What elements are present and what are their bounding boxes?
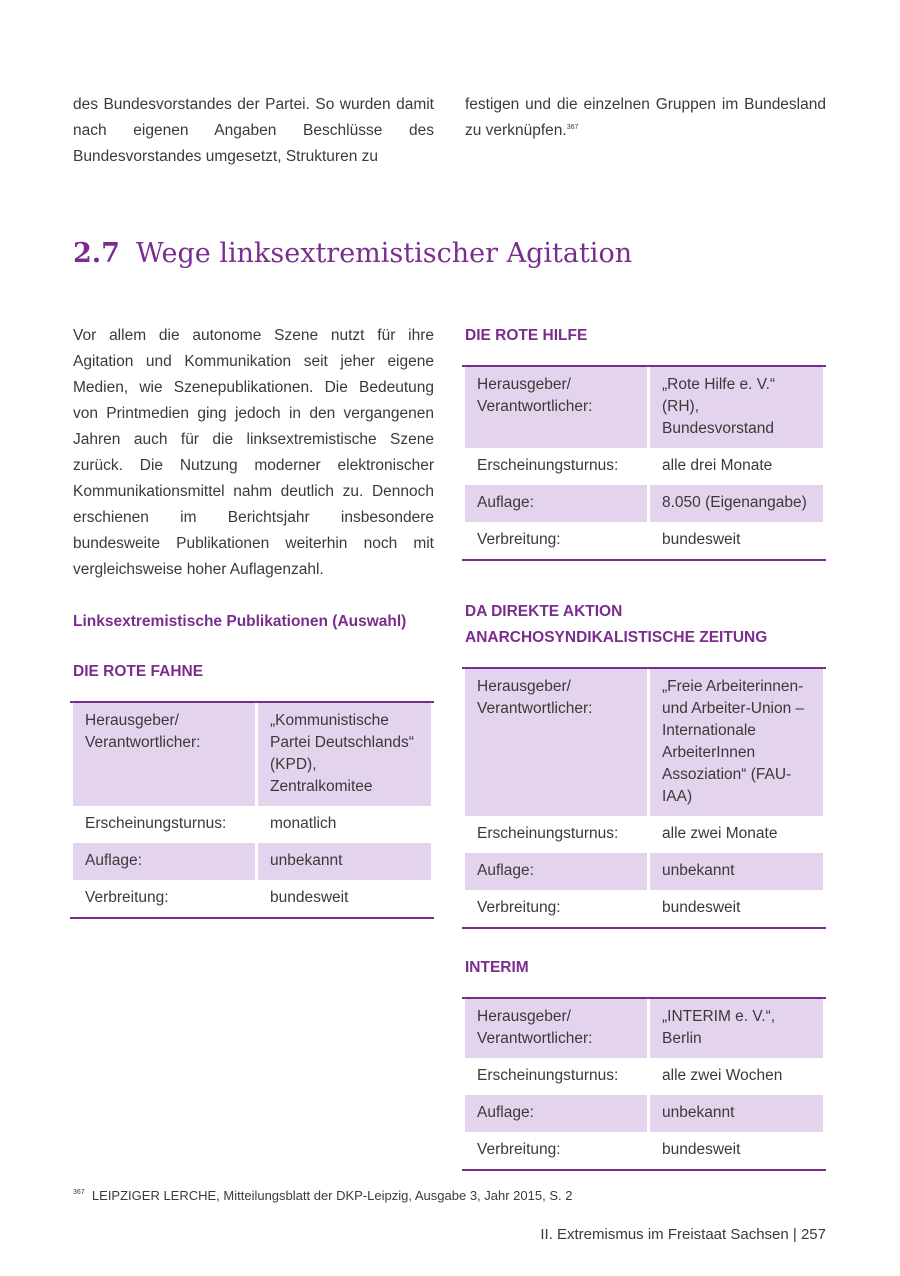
footnote-ref[interactable]: 367 xyxy=(566,124,579,131)
publication-title: DIE ROTE HILFE xyxy=(465,327,588,344)
body-paragraph: des Bundesvorstandes der Partei. So wurden damit nach eigenen Angaben Beschlüsse des Bundesvorstandes umgesetzt, Strukturen zu xyxy=(73,96,434,165)
publication-block xyxy=(465,323,826,561)
cell-value: monatlich xyxy=(270,815,337,832)
table-row xyxy=(465,448,823,485)
cell-value: bundesweit xyxy=(270,889,349,906)
left-column xyxy=(73,323,434,919)
section-title: Wege linksextremistischer Agitation xyxy=(135,238,633,269)
page-footer: II. Extremismus im Freistaat Sachsen | 257 xyxy=(540,1226,826,1243)
publication-title: DIE ROTE FAHNE xyxy=(73,663,204,680)
table-row xyxy=(73,703,431,806)
table-row xyxy=(465,1132,823,1169)
cell-label: Herausgeber/ Verantwortlicher: xyxy=(465,669,647,816)
list-heading: Linksextremistische Publikationen (Auswahl) xyxy=(73,613,407,630)
publication-block xyxy=(465,955,826,1171)
cell-label: Herausgeber/ Verantwortlicher: xyxy=(465,367,647,448)
cell-label: Erscheinungsturnus: xyxy=(85,815,227,832)
cell-value: alle zwei Wochen xyxy=(662,1067,783,1084)
cell-value: unbekannt xyxy=(650,1095,823,1132)
table-row xyxy=(465,999,823,1058)
intro-paragraph: Vor allem die autonome Szene nutzt für ihre Agitation und Kommunikation seit jeher eigene Medien, wie Szenepublikationen. Die Bedeutung von Printmedien ging jedoch in den vergangenen Jahren auch für die linksextremistische Szene zurück. Die Nutzung moderner elektronischer Kommunikationsmittel nahm deutlich zu. Dennoch erschienen im Berichtsjahr insbesondere bundesweite Publikationen weiterhin noch mit vergleichsweise hoher Auflagenzahl. xyxy=(73,327,434,578)
table-row xyxy=(465,1058,823,1095)
cell-value: bundesweit xyxy=(662,531,741,548)
table-row xyxy=(73,806,431,843)
cell-label: Erscheinungsturnus: xyxy=(477,457,619,474)
right-column xyxy=(465,323,826,1171)
body-text: festigen und die einzelnen Gruppen im Bundesland zu verknüpfen. xyxy=(465,96,826,139)
footnote-text: LEIPZIGER LERCHE, Mitteilungsblatt der DKP-Leipzig, Ausgabe 3, Jahr 2015, S. 2 xyxy=(91,1188,573,1203)
table-row xyxy=(73,843,431,880)
cell-label: Auflage: xyxy=(465,853,647,890)
section-heading xyxy=(73,236,632,272)
publication-title: INTERIM xyxy=(465,959,529,976)
top-left-column xyxy=(73,92,434,170)
cell-label: Verbreitung: xyxy=(477,899,561,916)
table-row xyxy=(465,1095,823,1132)
publication-info-table xyxy=(462,997,826,1171)
top-right-column xyxy=(465,92,826,144)
publication-block xyxy=(73,659,434,919)
table-row xyxy=(465,853,823,890)
cell-label: Auflage: xyxy=(465,1095,647,1132)
table-row xyxy=(465,485,823,522)
page-number: 257 xyxy=(800,1226,826,1243)
cell-value: „Freie Arbeiterinnen- und Arbeiter-Union – Internationale ArbeiterInnen Assoziation“ (FAU-IAA) xyxy=(650,669,823,816)
cell-value: alle drei Monate xyxy=(662,457,773,474)
footer-text: II. Extremismus im Freistaat Sachsen xyxy=(540,1226,789,1243)
footnote xyxy=(73,1187,833,1205)
cell-value: alle zwei Monate xyxy=(662,825,778,842)
table-row xyxy=(465,816,823,853)
cell-label: Verbreitung: xyxy=(477,1141,561,1158)
cell-value: unbekannt xyxy=(650,853,823,890)
cell-value: bundesweit xyxy=(662,899,741,916)
table-row xyxy=(465,669,823,816)
publication-info-table xyxy=(462,365,826,561)
cell-value: unbekannt xyxy=(258,843,431,880)
cell-value: „Rote Hilfe e. V.“ (RH), Bundesvorstand xyxy=(650,367,823,448)
cell-value: „Kommunistische Partei Deutschlands“ (KPD), Zentralkomitee xyxy=(258,703,431,806)
cell-value: 8.050 (Eigenangabe) xyxy=(650,485,823,522)
cell-label: Erscheinungsturnus: xyxy=(477,1067,619,1084)
cell-label: Auflage: xyxy=(73,843,255,880)
cell-label: Erscheinungsturnus: xyxy=(477,825,619,842)
cell-label: Verbreitung: xyxy=(477,531,561,548)
table-row xyxy=(465,522,823,559)
cell-label: Herausgeber/ Verantwortlicher: xyxy=(465,999,647,1058)
cell-value: „INTERIM e. V.“, Berlin xyxy=(650,999,823,1058)
body-paragraph xyxy=(465,92,826,144)
publication-info-table xyxy=(462,667,826,929)
publication-block xyxy=(465,599,826,929)
cell-label: Auflage: xyxy=(465,485,647,522)
publication-title: DA DIREKTE AKTION ANARCHOSYNDIKALISTISCHE ZEITUNG xyxy=(465,603,768,646)
publication-info-table xyxy=(70,701,434,919)
cell-label: Herausgeber/ Verantwortlicher: xyxy=(73,703,255,806)
section-number: 2.7 xyxy=(73,238,120,269)
table-row xyxy=(465,890,823,927)
cell-value: bundesweit xyxy=(662,1141,741,1158)
table-row xyxy=(73,880,431,917)
cell-label: Verbreitung: xyxy=(85,889,169,906)
table-row xyxy=(465,367,823,448)
footnote-number: 367 xyxy=(73,1189,85,1196)
